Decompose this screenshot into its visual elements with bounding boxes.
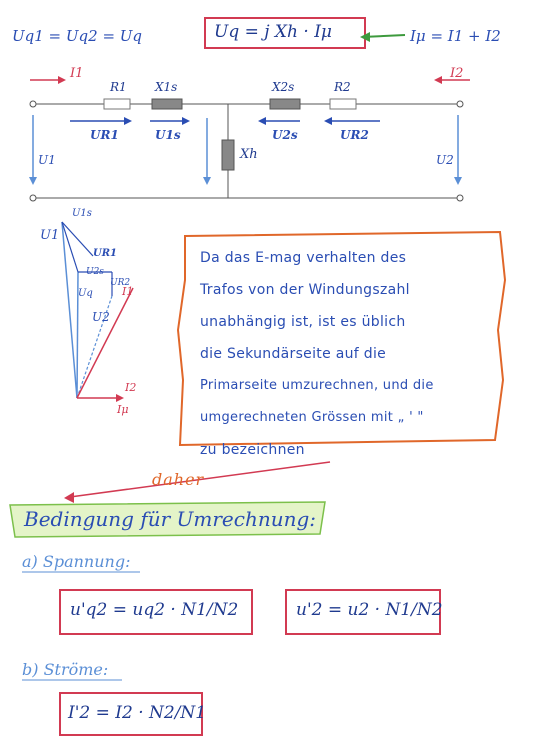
note-line: Primarseite umzurechnen, und die — [200, 378, 434, 393]
label-X2s: X2s — [272, 80, 295, 94]
terminal-top-right — [457, 101, 463, 107]
label-UR1: UR1 — [90, 128, 119, 142]
label-I1: I1 — [70, 66, 84, 81]
phasor-UR1: UR1 — [93, 248, 117, 259]
formula-a2: u'2 = u2 · N1/N2 — [296, 600, 443, 620]
label-U2s: U2s — [272, 128, 298, 142]
eq-imu: Iμ = I1 + I2 — [410, 27, 501, 45]
phasor-U1s: U1s — [72, 208, 92, 219]
eq-left: Uq1 = Uq2 = Uq — [12, 27, 143, 45]
X1s-reactance — [152, 99, 182, 109]
phasor-UR2: UR2 — [110, 278, 131, 288]
phasor-I2: I2 — [125, 381, 137, 394]
section-b-heading: b) Ströme: — [22, 660, 109, 679]
label-I2: I2 — [450, 66, 464, 81]
formula-a1: u'q2 = uq2 · N1/N2 — [70, 600, 239, 620]
phasor-U1: U1 — [40, 228, 60, 243]
phasor-U2s: U2s — [86, 267, 104, 277]
label-R1: R1 — [110, 80, 127, 94]
Xh-reactance — [222, 140, 234, 170]
label-U2: U2 — [436, 153, 454, 167]
terminal-bottom-left — [30, 195, 36, 201]
condition-title: Bedingung für Umrechnung: — [24, 507, 317, 531]
note-line: zu bezeichnen — [200, 442, 305, 458]
note-line: umgerechneten Grössen mit „ ' " — [200, 410, 424, 425]
note-line: Trafos von der Windungszahl — [200, 282, 410, 298]
label-U1s: U1s — [155, 128, 181, 142]
label-R2: R2 — [334, 80, 351, 94]
X2s-reactance — [270, 99, 300, 109]
note-line: Da das E-mag verhalten des — [200, 250, 407, 266]
note-line: die Sekundärseite auf die — [200, 346, 387, 362]
terminal-top-left — [30, 101, 36, 107]
section-a-heading: a) Spannung: — [22, 552, 131, 571]
R1-resistor — [104, 99, 130, 109]
explanation-note — [200, 242, 500, 466]
terminal-bottom-right — [457, 195, 463, 201]
formula-b: I'2 = I2 · N2/N1 — [68, 703, 207, 723]
label-Xh: Xh — [240, 147, 258, 162]
note-line: unabhängig ist, ist es üblich — [200, 314, 406, 330]
R2-resistor — [330, 99, 356, 109]
label-U1: U1 — [38, 153, 56, 167]
phasor-Uq: Uq — [78, 288, 93, 299]
label-UR2: UR2 — [340, 128, 369, 142]
phasor-Imu: Iμ — [117, 403, 129, 416]
daher-label: daher — [152, 470, 205, 489]
phasor-I1: I1 — [122, 285, 134, 298]
label-X1s: X1s — [155, 80, 178, 94]
eq-uq-formula: Uq = j Xh · Iμ — [214, 22, 332, 42]
phasor-U2: U2 — [92, 310, 110, 324]
